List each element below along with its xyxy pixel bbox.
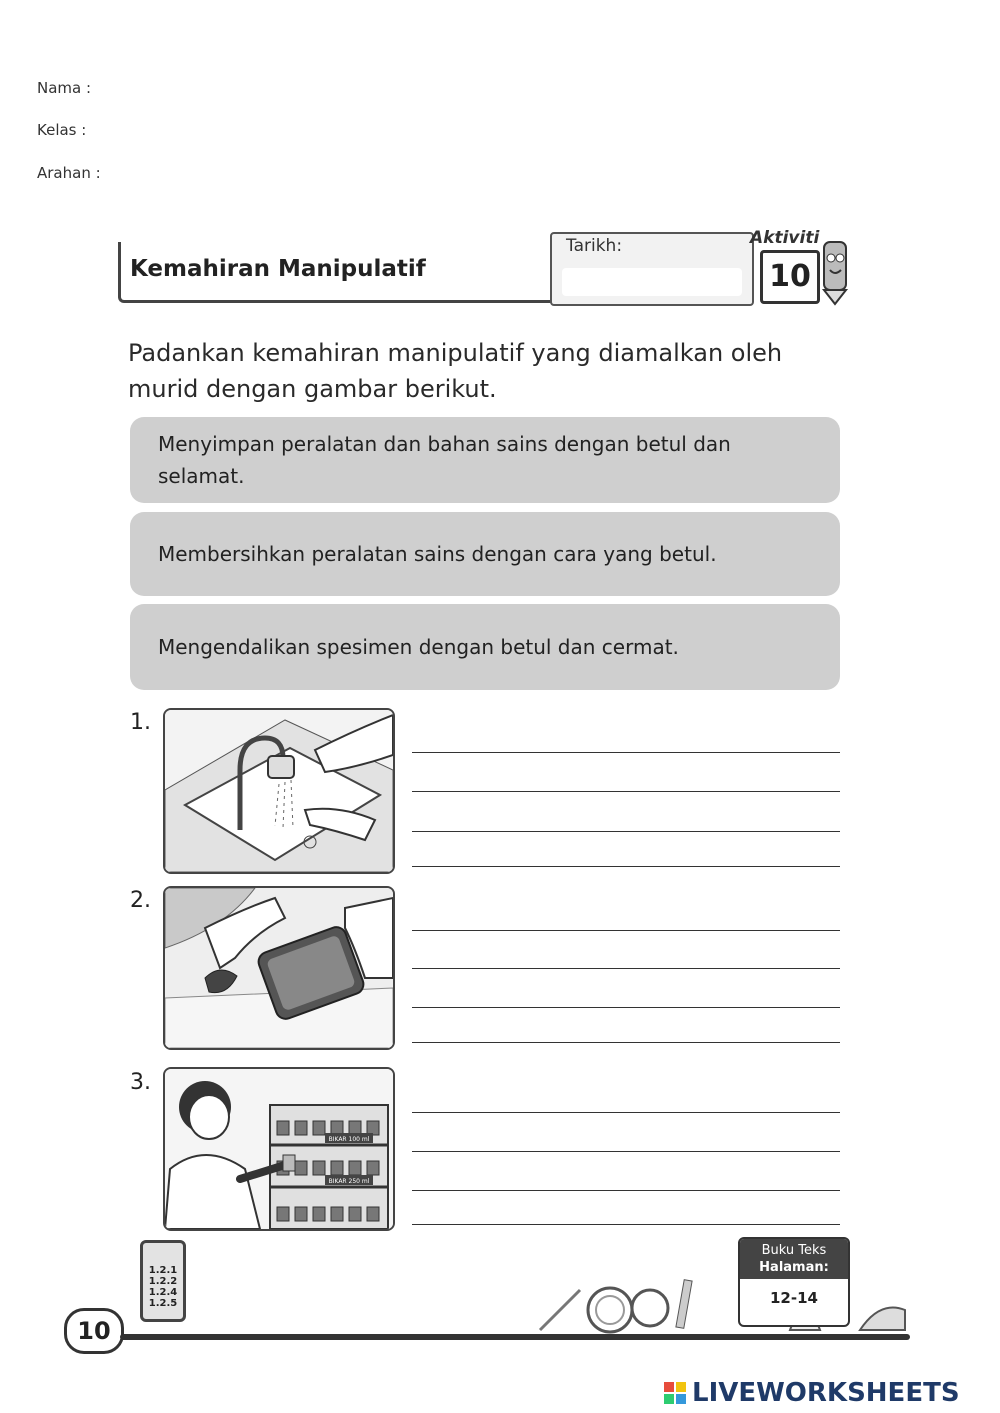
page-number: 10	[64, 1308, 124, 1354]
answer-line-2c[interactable]	[412, 1007, 840, 1008]
instruction-text: Padankan kemahiran manipulatif yang diamalkan oleh murid dengan gambar berikut.	[128, 339, 783, 403]
question-number-1: 1.	[130, 710, 151, 735]
answer-line-1b[interactable]	[412, 791, 840, 792]
sink-illustration-icon	[165, 710, 393, 872]
code-item: 1.2.2	[148, 1276, 178, 1287]
footer-divider	[120, 1334, 910, 1340]
standard-codes	[140, 1240, 186, 1322]
question-number-3: 3.	[130, 1070, 151, 1095]
pencil-mascot-icon	[814, 236, 858, 306]
code-item: 1.2.4	[148, 1287, 178, 1298]
answer-line-3c[interactable]	[412, 1190, 840, 1191]
buku-title: Buku Teks	[761, 1243, 827, 1258]
arahan-label: Arahan :	[37, 164, 101, 182]
picture-handling-specimen	[163, 886, 395, 1050]
shelf-label-250ml: BIKAR 250 ml	[328, 1178, 370, 1185]
liveworksheets-logo-icon	[664, 1382, 686, 1404]
option-text: Mengendalikan spesimen dengan betul dan cermat.	[158, 635, 679, 659]
answer-line-2a[interactable]	[412, 930, 840, 931]
option-membersihkan[interactable]	[130, 512, 840, 596]
option-mengendalikan[interactable]	[130, 604, 840, 690]
brand-name[interactable]: LIVEWORKSHEETS	[692, 1378, 960, 1408]
answer-line-2d[interactable]	[412, 1042, 840, 1043]
picture-washing-beaker	[163, 708, 395, 874]
nama-label: Nama :	[37, 79, 92, 97]
date-label: Tarikh:	[566, 236, 623, 256]
answer-line-3a[interactable]	[412, 1112, 840, 1113]
shelf-illustration-icon	[165, 1069, 393, 1229]
code-item: 1.2.1	[148, 1265, 178, 1276]
answer-line-1a[interactable]	[412, 752, 840, 753]
halaman-label: Halaman:	[759, 1260, 829, 1275]
question-number-2: 2.	[130, 888, 151, 913]
answer-line-1d[interactable]	[412, 866, 840, 867]
answer-line-3d[interactable]	[412, 1224, 840, 1225]
date-input[interactable]	[562, 268, 742, 296]
aktiviti-number: 10	[760, 250, 820, 304]
picture-storing-apparatus	[163, 1067, 395, 1231]
code-item: 1.2.5	[148, 1298, 178, 1309]
answer-line-2b[interactable]	[412, 968, 840, 969]
answer-line-1c[interactable]	[412, 831, 840, 832]
option-menyimpan[interactable]	[130, 417, 840, 503]
page-title: Kemahiran Manipulatif	[130, 256, 426, 282]
shelf-label-100ml: BIKAR 100 ml	[328, 1136, 370, 1143]
textbook-reference	[738, 1237, 850, 1327]
page-range: 12-14	[770, 1289, 818, 1307]
aktiviti-label: Aktiviti	[750, 228, 820, 248]
kelas-label: Kelas :	[37, 121, 87, 139]
option-text: Membersihkan peralatan sains dengan cara yang betul.	[158, 542, 717, 566]
specimen-illustration-icon	[165, 888, 393, 1048]
option-text: Menyimpan peralatan dan bahan sains dengan betul dan selamat.	[158, 432, 731, 488]
lab-equipment-decoration-icon	[520, 1270, 910, 1334]
answer-line-3b[interactable]	[412, 1151, 840, 1152]
